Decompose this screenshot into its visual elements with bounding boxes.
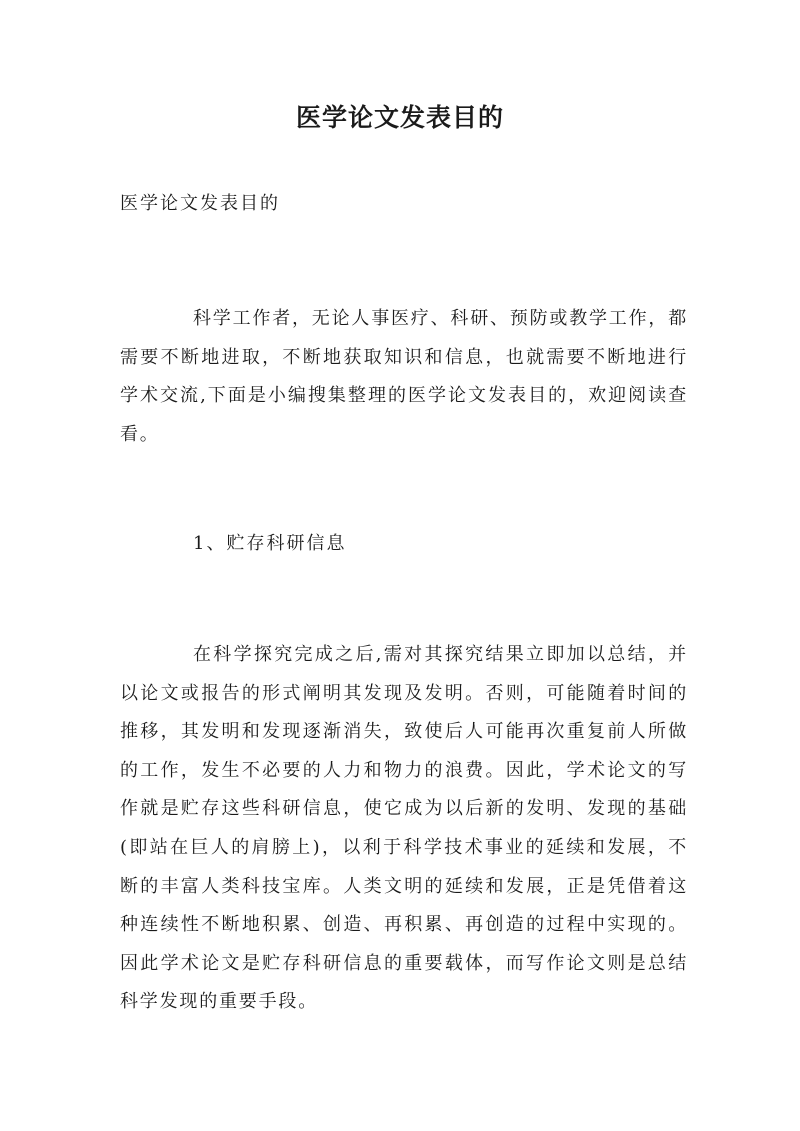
document-subtitle: 医学论文发表目的 bbox=[120, 193, 280, 214]
page-title: 医学论文发表目的 bbox=[295, 103, 504, 132]
section-heading-1: 1、贮存科研信息 bbox=[193, 533, 347, 554]
section-1-paragraph: 在科学探究完成之后,需对其探究结果立即加以总结，并以论文或报告的形式阐明其发现及发明。否则，可能随着时间的推移，其发明和发现逐渐消失，致使后人可能再次重复前人所做的工作，发生不必要的人力和物力的浪费。因此，学术论文的写作就是贮存这些科研信息，使它成为以后新的发明、发现的基础(即站在巨人的肩膀上)，以利于科学技术事业的延续和发展，不断的丰富人类科技宝库。人类文明的延续和发展，正是凭借着这种连续性不断地积累、创造、再积累、再创造的过程中实现的。因此学术论文是贮存科研信息的重要载体，而写作论文则是总结科学发现的重要手段。 bbox=[120, 644, 688, 1013]
intro-paragraph: 科学工作者，无论人事医疗、科研、预防或教学工作，都需要不断地进取，不断地获取知识和信息，也就需要不断地进行学术交流,下面是小编搜集整理的医学论文发表目的，欢迎阅读查看。 bbox=[120, 308, 688, 445]
